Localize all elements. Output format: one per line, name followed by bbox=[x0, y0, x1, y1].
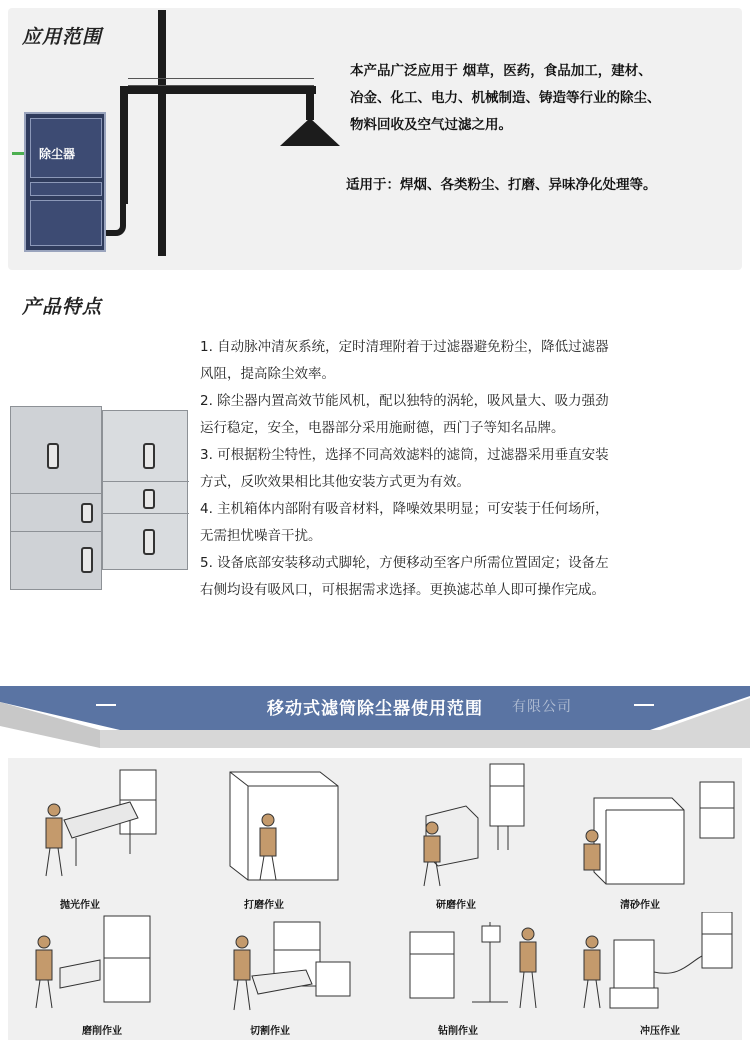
section-title-features: 产品特点 bbox=[22, 296, 103, 318]
app-label-polishing: 抛光作业 bbox=[60, 900, 100, 911]
watermark-text: 有限公司 bbox=[512, 699, 572, 715]
applications-row-1-illustration bbox=[20, 762, 740, 892]
feature-line: 3. 可根据粉尘特性，选择不同高效滤料的滤筒，过滤器采用垂直安装 bbox=[200, 447, 609, 463]
banner-title: 移动式滤筒除尘器使用范围 bbox=[267, 699, 483, 719]
feature-line: 风阻，提高除尘效率。 bbox=[200, 366, 335, 382]
usage-text: 适用于：焊烟、各类粉尘、打磨、异味净化处理等。 bbox=[346, 177, 657, 193]
collector-upper-panel bbox=[30, 118, 102, 178]
application-description bbox=[350, 58, 740, 139]
cabinet-handle bbox=[143, 443, 155, 469]
feature-line: 5. 设备底部安装移动式脚轮，方便移动至客户所需位置固定；设备左 bbox=[200, 555, 609, 571]
section-title-application: 应用范围 bbox=[22, 26, 103, 48]
collector-label: 除尘器 bbox=[39, 147, 76, 161]
collector-lower-panel bbox=[30, 200, 102, 246]
duct-detail bbox=[128, 78, 314, 86]
product-photo bbox=[10, 406, 190, 592]
pipe-elbow-low bbox=[106, 200, 126, 236]
dust-collector-diagram bbox=[24, 112, 106, 252]
feature-line: 2. 除尘器内置高效节能风机，配以独特的涡轮，吸风量大、吸力强劲 bbox=[200, 393, 609, 409]
exhaust-hood bbox=[280, 118, 340, 146]
app-label-drilling: 钻削作业 bbox=[438, 1026, 478, 1037]
app-label-stamping: 冲压作业 bbox=[640, 1026, 680, 1037]
vertical-pipe-main bbox=[158, 10, 166, 256]
app-label-grinding: 打磨作业 bbox=[244, 900, 284, 911]
feature-list bbox=[200, 334, 720, 604]
feature-line: 1. 自动脉冲清灰系统，定时清理附着于过滤器避免粉尘，降低过滤器 bbox=[200, 339, 609, 355]
cabinet-handle bbox=[143, 529, 155, 555]
cabinet-front bbox=[10, 406, 102, 590]
feature-line: 无需担忧噪音干扰。 bbox=[200, 528, 322, 544]
cabinet-handle bbox=[143, 489, 155, 509]
cabinet-handle bbox=[81, 503, 93, 523]
horizontal-duct bbox=[120, 86, 316, 94]
hood-pipe bbox=[306, 88, 314, 120]
feature-line: 运行稳定，安全，电器部分采用施耐德，西门子等知名品牌。 bbox=[200, 420, 565, 436]
applications-row-2-illustration bbox=[20, 912, 740, 1020]
collector-middle-panel bbox=[30, 182, 102, 196]
desc-line-3: 物料回收及空气过滤之用。 bbox=[350, 117, 512, 133]
desc-line-1: 本产品广泛应用于 烟草，医药，食品加工，建材、 bbox=[350, 63, 652, 79]
feature-line: 方式，反吹效果相比其他安装方式更为有效。 bbox=[200, 474, 470, 490]
vertical-pipe-riser bbox=[120, 92, 128, 204]
desc-line-2: 冶金、化工、电力、机械制造、铸造等行业的除尘、 bbox=[350, 90, 661, 106]
cabinet-handle bbox=[47, 443, 59, 469]
cabinet-back bbox=[102, 410, 188, 570]
app-label-sand-cleaning: 清砂作业 bbox=[620, 900, 660, 911]
app-label-lapping: 研磨作业 bbox=[436, 900, 476, 911]
cabinet-handle bbox=[81, 547, 93, 573]
app-label-cutting: 切割作业 bbox=[250, 1026, 290, 1037]
feature-line: 右侧均设有吸风口，可根据需求选择。更换滤芯单人即可操作完成。 bbox=[200, 582, 605, 598]
feature-line: 4. 主机箱体内部附有吸音材料，降噪效果明显；可安装于任何场所， bbox=[200, 501, 609, 517]
inlet-marker bbox=[12, 152, 24, 155]
app-label-grinding-cut: 磨削作业 bbox=[82, 1026, 122, 1037]
